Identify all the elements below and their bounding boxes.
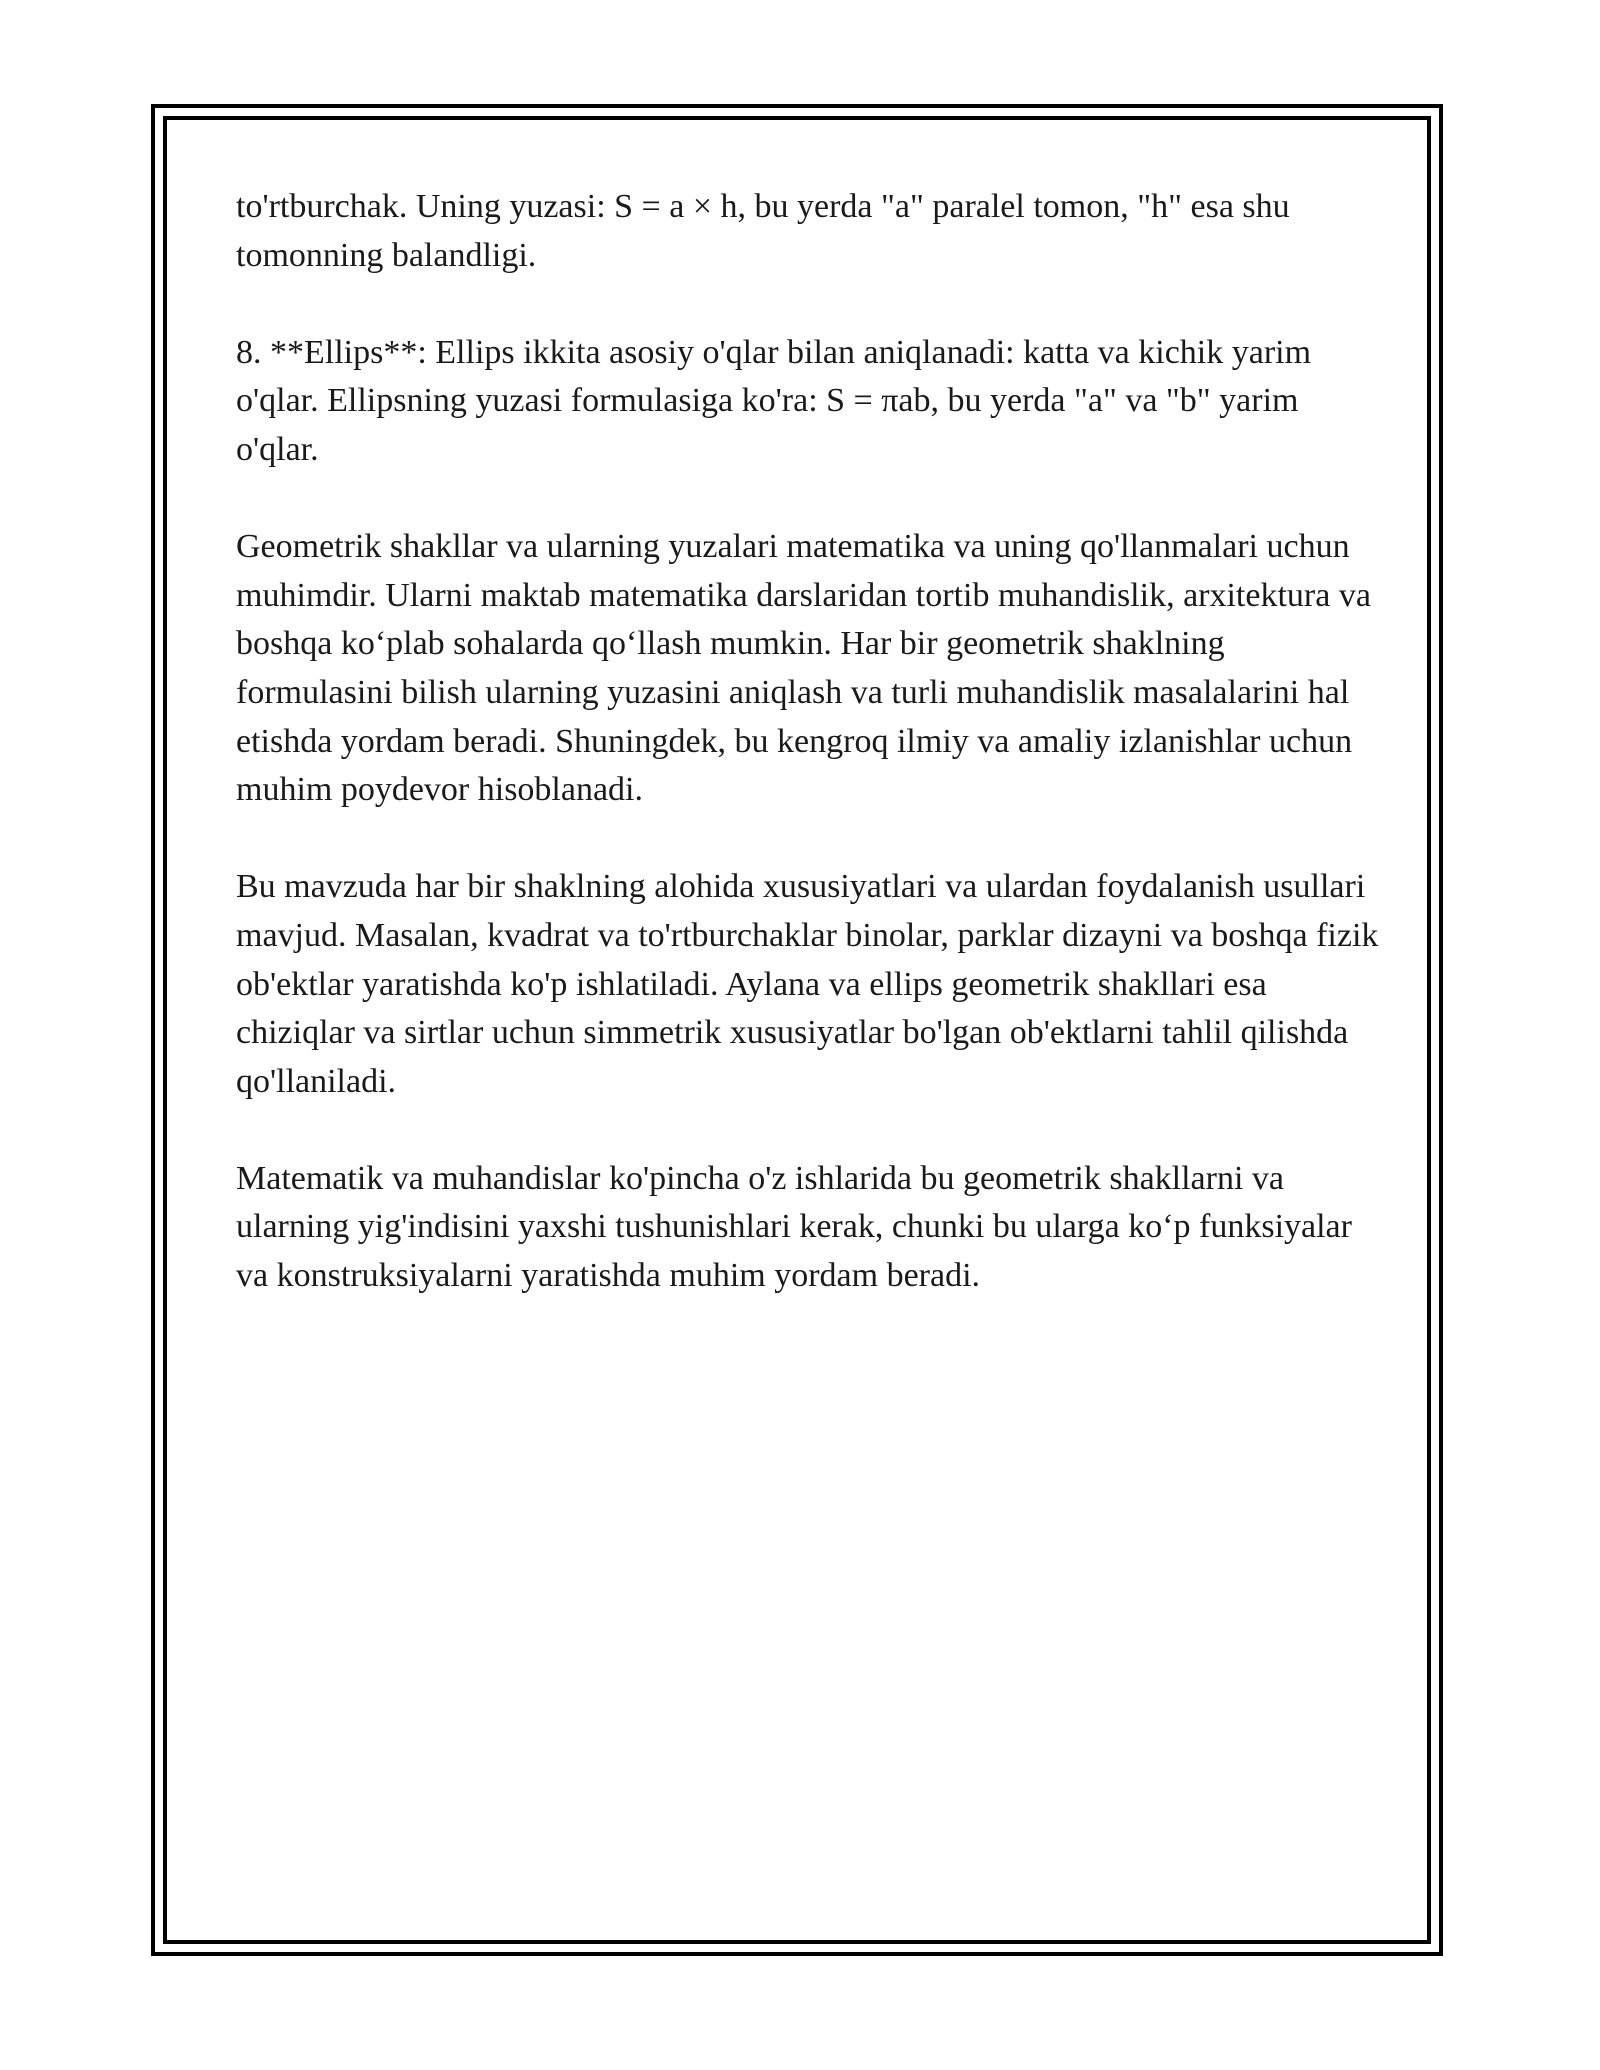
paragraph-conclusion: Matematik va muhandislar ko'pincha o'z ishlarida bu geometrik shakllarni va ularning yig'indisini yaxshi tushunishlari kerak, chunki bu ularga ko‘p funksiyalar va konstruksiyalarni yaratishda muhim yordam beradi. [236, 1159, 1352, 1295]
paragraph-ellipse: 8. **Ellips**: Ellips ikkita asosiy o'qlar bilan aniqlanadi: katta va kichik yarim o'qlar. Ellipsning yuzasi formulasiga ko'ra: S = πab, bu yerda "a" va "b" yarim o'qlar. [236, 333, 1312, 468]
paragraph-rectangle-continuation: to'rtburchak. Uning yuzasi: S = a × h, bu yerda "a" paralel tomon, "h" esa shu tomonning balandligi. [236, 188, 1290, 274]
paragraph-geometric-shapes-importance: Geometrik shakllar va ularning yuzalari matematika va uning qo'llanmalari uchun muhimdir. Ularni maktab matematika darslaridan tortib muhandislik, arxitektura va boshqa ko‘plab sohalarda qo‘llash mumkin. Har bir geometrik shaklning formulasini bilish ularning yuzasini aniqlash va turli muhandislik masalalarini hal etishda yordam beradi. Shuningdek, bu kengroq ilmiy va amaliy izlanishlar uchun muhim poydevor hisoblanadi. [236, 528, 1371, 809]
paragraph-shape-properties: Bu mavzuda har bir shaklning alohida xususiyatlari va ulardan foydalanish usullari mavjud. Masalan, kvadrat va to'rtburchaklar binolar, parklar dizayni va boshqa fizik ob'ektlar yaratishda ko'p ishlatiladi. Aylana va ellips geometrik shakllari esa chiziqlar va sirtlar uchun simmetrik xususiyatlar bo'lgan ob'ektlarni tahlil qilishda qo'llaniladi. [236, 868, 1379, 1100]
document-body [236, 183, 1381, 1349]
